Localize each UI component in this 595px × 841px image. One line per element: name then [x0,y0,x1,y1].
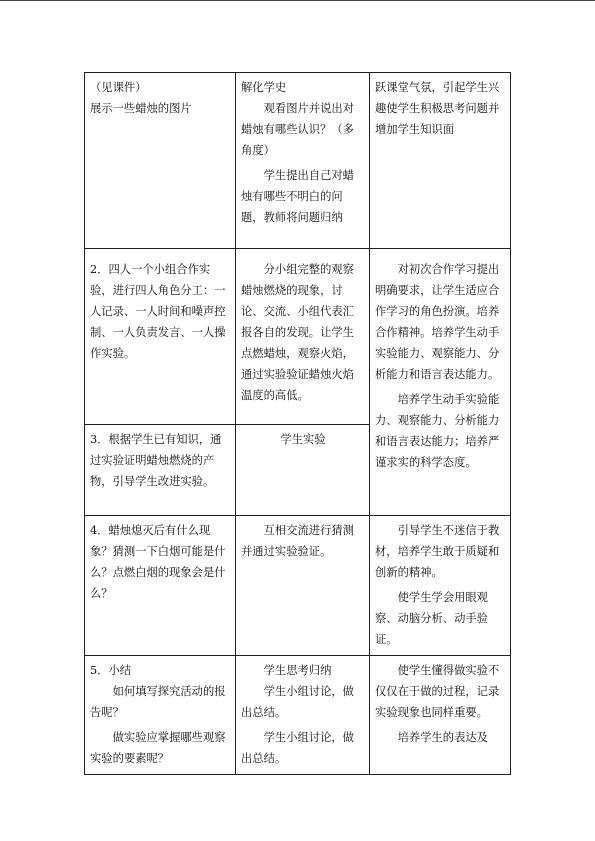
cell-text: 如何填写探究活动的报告呢？ [90,685,226,719]
cell-text: 4．蜡烛熄灭后有什么现象？猜测一下白烟可能是什么？点燃白烟的现象会是什么？ [90,524,226,600]
cell-text: 学生思考归纳 [263,664,332,677]
activity-cell [236,73,370,249]
intent-cell [370,516,511,656]
content-cell [85,656,236,775]
activity-cell [236,656,370,775]
cell-text: 5．小结 [90,664,132,677]
cell-text: 互相交流进行猜测并通过实验验证。 [241,524,354,558]
table-row [85,73,511,249]
table-row [85,516,511,656]
lesson-plan-table [84,72,511,775]
intent-cell [370,73,511,249]
cell-text: 展示一些蜡烛的图片 [90,102,192,115]
cell-text: 学生小组讨论，做出总结。 [241,685,354,719]
activity-cell [236,516,370,656]
cell-text: 分小组完整的观察蜡烛燃烧的现象，讨论、交流、小组代表汇报各自的发现。让学生点燃蜡烛，观察火焰，通过实验验证蜡烛火焰温度的高低。 [241,263,354,402]
activity-cell [236,249,370,425]
cell-text: 2．四人一个小组合作实验，进行四人角色分工：一人记录、一人时间和噪声控制、一人负责发言、一人操作实验。 [90,263,226,360]
content-cell [85,249,236,425]
cell-text: 做实验应掌握哪些观察实验的要素呢？ [90,731,226,765]
cell-text: 学生小组讨论，做出总结。 [241,731,354,765]
table-row [85,249,511,425]
cell-text: 培养学生的表达及 [397,731,488,744]
cell-text: 使学生学会用眼观察、动脑分析、动手验证。 [375,591,488,646]
cell-text: 对初次合作学习提出明确要求，让学生适应合作学习的角色扮演。培养合作精神。培养学生动手实验能力、观察能力、分析能力和语言表达能力。 [375,263,500,381]
table-row [85,656,511,775]
cell-text: 解化学史 [241,81,287,94]
cell-text: 引导学生不迷信于教材，培养学生敢于质疑和创新的精神。 [375,524,500,579]
content-cell [85,73,236,249]
cell-text: 学生提出自己对蜡烛有哪些不明白的问题，教师将问题归纳 [241,169,354,224]
cell-text: 学生实验 [280,433,326,446]
intent-cell [370,656,511,775]
content-cell [85,425,236,516]
cell-text: 培养学生动手实验能力、观察能力、分析能力和语言表达能力；培养严谨求实的科学态度。 [375,393,500,469]
cell-text: 3．根据学生已有知识，通过实验证明蜡烛燃烧的产物，引导学生改进实验。 [90,433,222,488]
activity-cell [236,425,370,516]
page-top-rule [0,0,595,1]
content-cell [85,516,236,656]
intent-cell [370,249,511,516]
cell-text: 观看图片并说出对蜡烛有哪些认识？（多角度） [241,102,354,157]
cell-text: （见课件） [90,81,147,94]
cell-text: 使学生懂得做实验不仅仅在于做的过程，记录实验现象也同样重要。 [375,664,500,719]
cell-text: 跃课堂气氛，引起学生兴趣使学生积极思考问题并增加学生知识面 [375,81,500,136]
